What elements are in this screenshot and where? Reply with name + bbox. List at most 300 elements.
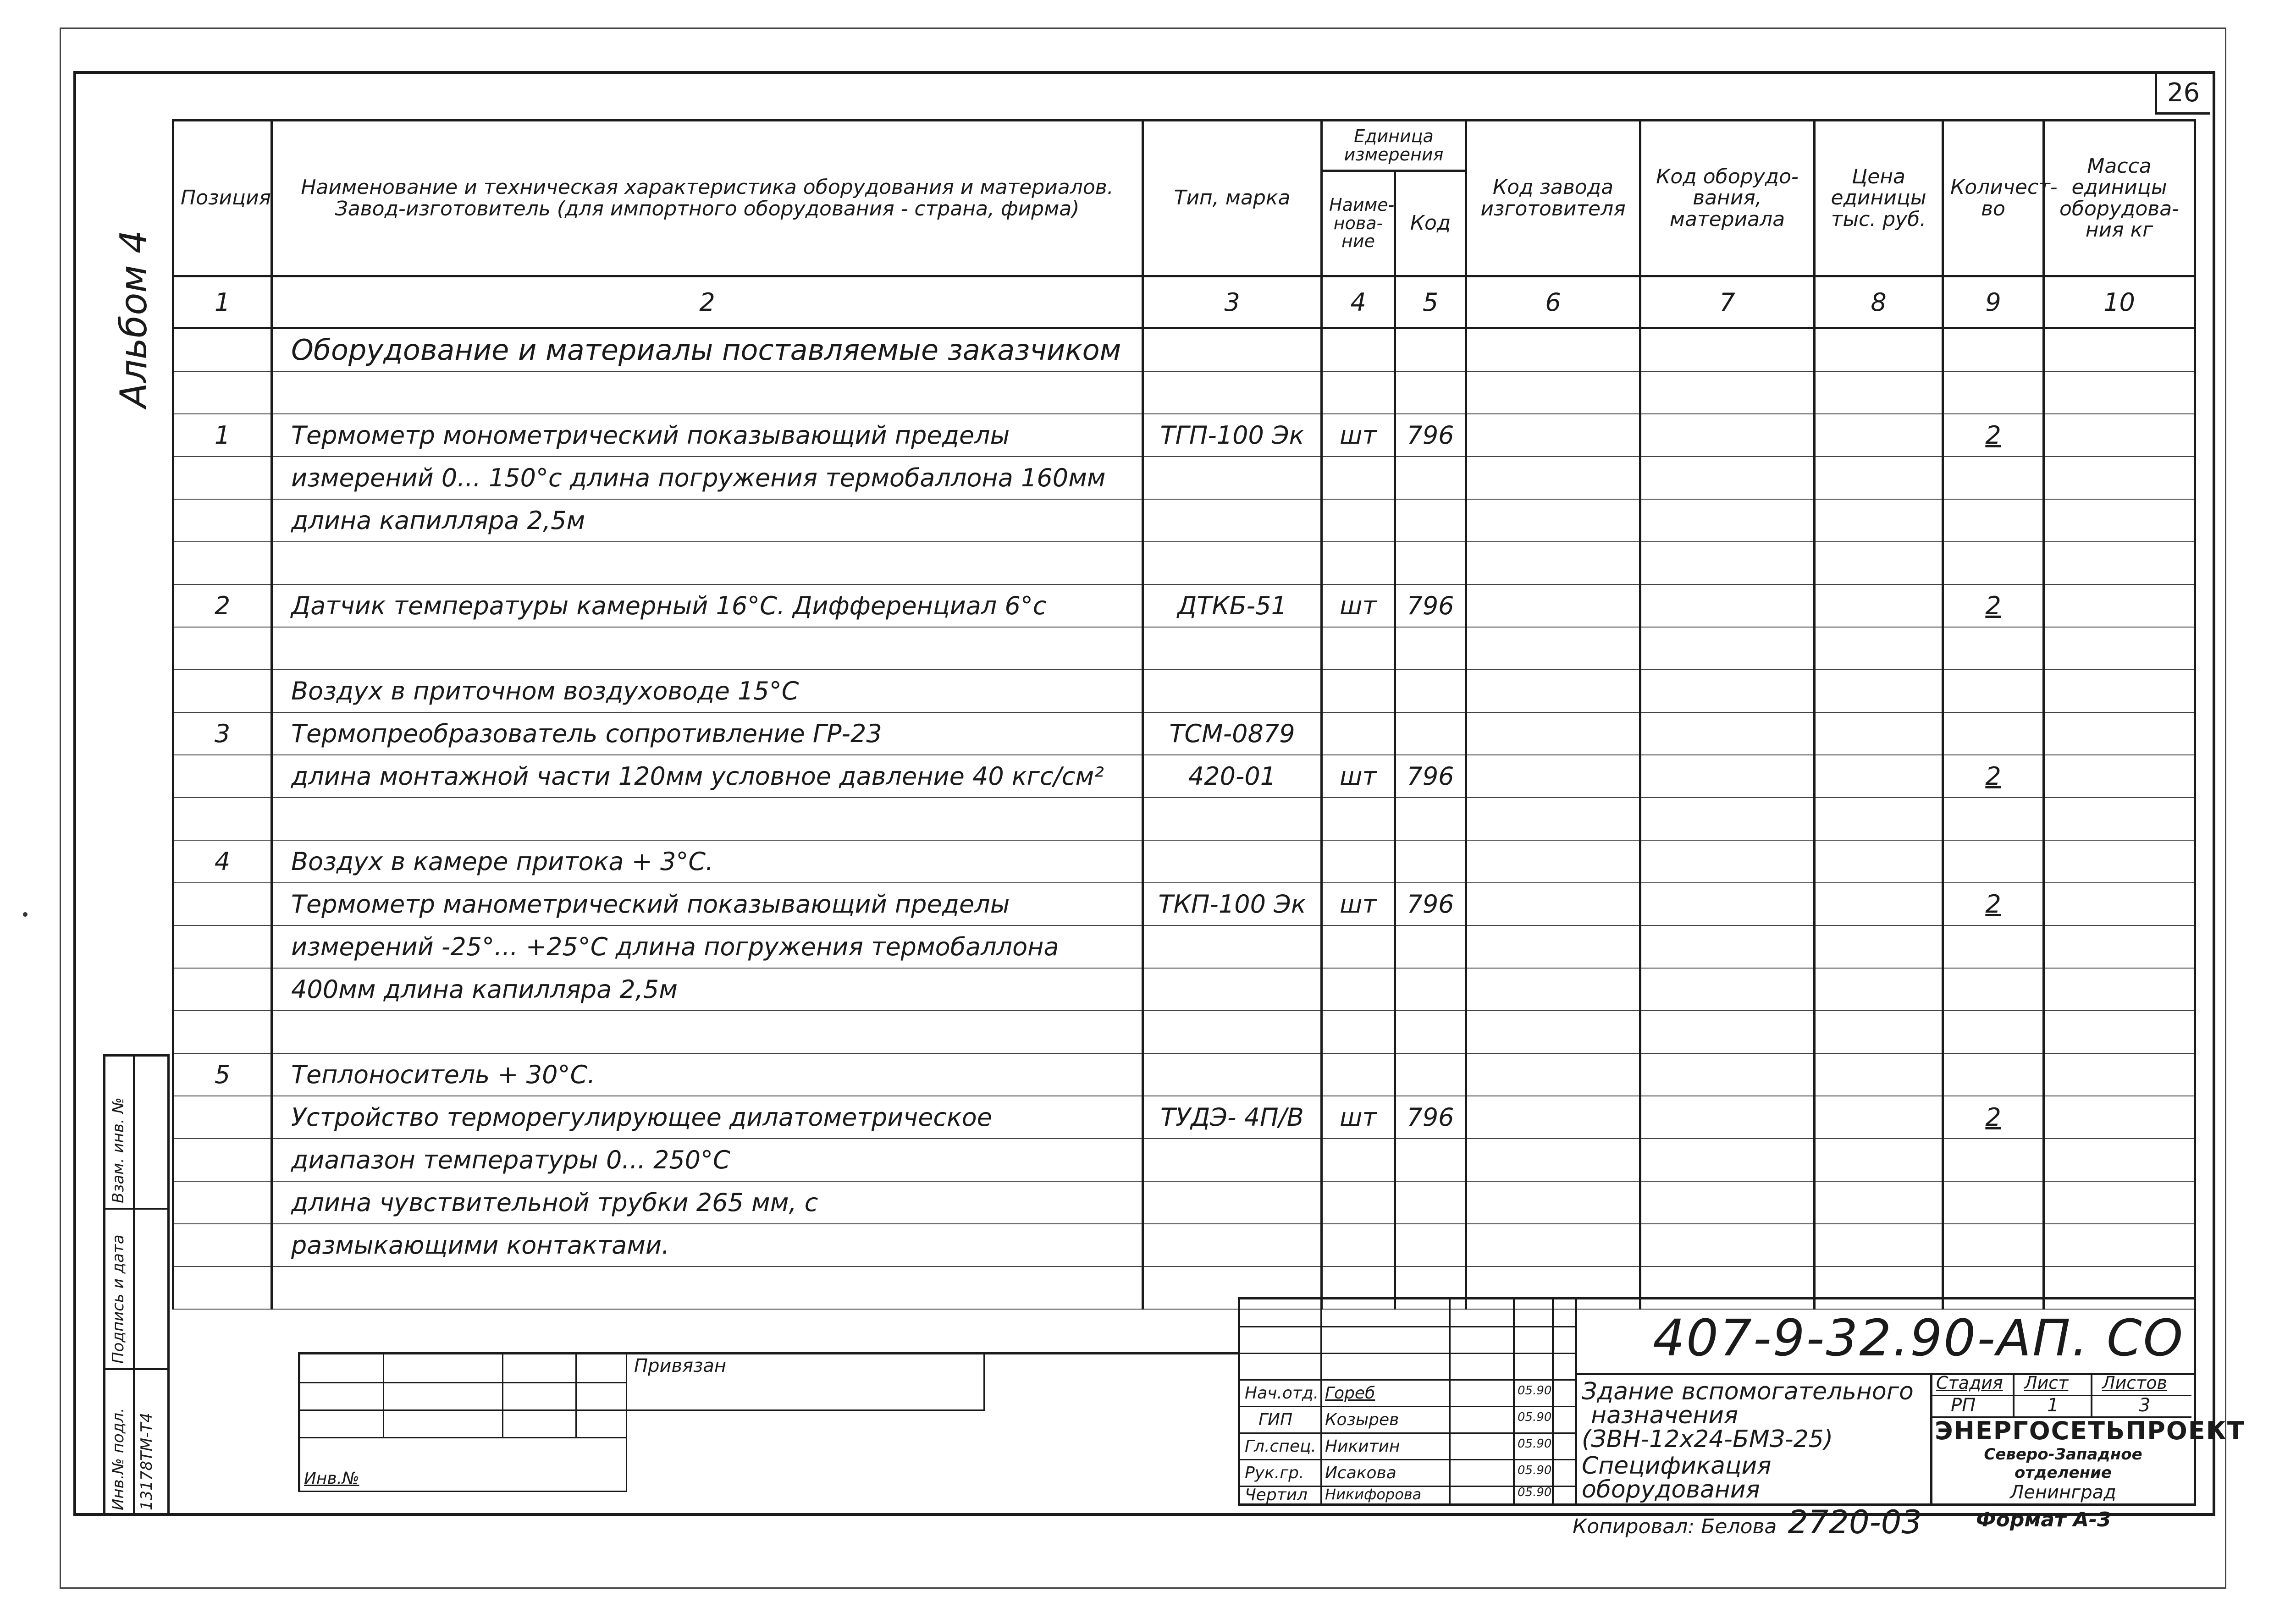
table-row bbox=[173, 414, 2195, 457]
binding-cell bbox=[575, 1354, 627, 1383]
row-mass bbox=[2044, 1011, 2195, 1053]
row-mass bbox=[2044, 840, 2195, 883]
signer-name: Гореб bbox=[1325, 1384, 1375, 1403]
row-equip-code bbox=[1640, 798, 1815, 840]
grid-divider bbox=[1513, 1299, 1515, 1503]
signer-role: Рук.гр. bbox=[1245, 1464, 1304, 1482]
header-type: Тип, марка bbox=[1143, 121, 1322, 276]
row-type bbox=[1143, 328, 1322, 372]
grid-divider bbox=[1575, 1299, 1577, 1503]
row-type bbox=[1143, 1053, 1322, 1096]
table-row bbox=[173, 755, 2195, 798]
header-qty: Количест-во bbox=[1943, 121, 2044, 276]
row-maker-code bbox=[1466, 499, 1640, 542]
row-qty: 2 bbox=[1943, 883, 2044, 925]
sheets-value: 3 bbox=[2139, 1395, 2151, 1416]
sheet-label: Лист bbox=[2024, 1373, 2069, 1393]
row-unit-code bbox=[1395, 798, 1466, 840]
row-position bbox=[173, 457, 272, 499]
binding-cell bbox=[383, 1409, 503, 1438]
signature-row bbox=[1240, 1326, 1575, 1354]
row-name bbox=[272, 627, 1143, 670]
stamp-inv-podl: Инв.№ подл. bbox=[109, 1408, 127, 1510]
row-position bbox=[173, 1181, 272, 1224]
row-maker-code bbox=[1466, 670, 1640, 712]
row-maker-code bbox=[1466, 712, 1640, 755]
row-mass bbox=[2044, 798, 2195, 840]
row-price bbox=[1815, 883, 1943, 925]
row-unit: шт bbox=[1322, 1096, 1395, 1139]
row-type bbox=[1143, 925, 1322, 968]
row-maker-code bbox=[1466, 925, 1640, 968]
org-branch: Северо-Западное отделение bbox=[1984, 1445, 2142, 1482]
header-unit-code: Код bbox=[1395, 171, 1466, 276]
stamp-divider bbox=[133, 1057, 135, 1515]
table-row bbox=[173, 328, 2195, 372]
building-line: назначения bbox=[1591, 1402, 1739, 1429]
signer-role: Чертил bbox=[1245, 1486, 1308, 1504]
row-position: 4 bbox=[173, 840, 272, 883]
table-row bbox=[173, 371, 2195, 414]
row-position bbox=[173, 371, 272, 414]
binding-cell bbox=[502, 1354, 577, 1383]
row-equip-code bbox=[1640, 457, 1815, 499]
row-position bbox=[173, 627, 272, 670]
row-unit bbox=[1322, 499, 1395, 542]
row-unit-code bbox=[1395, 499, 1466, 542]
table-row bbox=[173, 1224, 2195, 1266]
table-row bbox=[173, 1181, 2195, 1224]
row-position bbox=[173, 670, 272, 712]
org-city: Ленинград bbox=[2010, 1482, 2116, 1503]
stage-label: Стадия bbox=[1936, 1373, 2003, 1393]
row-price bbox=[1815, 840, 1943, 883]
row-maker-code bbox=[1466, 1053, 1640, 1096]
column-number: 3 bbox=[1143, 276, 1322, 328]
building-line: (ЗВН-12х24-БМЗ-25) bbox=[1582, 1426, 1833, 1453]
row-position bbox=[173, 1224, 272, 1266]
row-qty bbox=[1943, 1011, 2044, 1053]
signer-date: 05.90 bbox=[1518, 1410, 1552, 1424]
row-maker-code bbox=[1466, 968, 1640, 1011]
row-price bbox=[1815, 798, 1943, 840]
header-position: Позиция bbox=[173, 121, 272, 276]
row-maker-code bbox=[1466, 883, 1640, 925]
row-qty bbox=[1943, 542, 2044, 584]
signer-date: 05.90 bbox=[1518, 1486, 1552, 1499]
row-maker-code bbox=[1466, 542, 1640, 584]
row-position bbox=[173, 1096, 272, 1139]
row-maker-code bbox=[1466, 1011, 1640, 1053]
row-maker-code bbox=[1466, 1224, 1640, 1266]
row-name bbox=[272, 542, 1143, 584]
row-mass bbox=[2044, 968, 2195, 1011]
row-type bbox=[1143, 968, 1322, 1011]
header-maker-code: Код завода изготовителя bbox=[1466, 121, 1640, 276]
row-type bbox=[1143, 627, 1322, 670]
row-unit-code bbox=[1395, 1224, 1466, 1266]
row-qty bbox=[1943, 499, 2044, 542]
row-unit: шт bbox=[1322, 755, 1395, 798]
row-unit-code: 796 bbox=[1395, 1096, 1466, 1139]
row-name: Датчик температуры камерный 16°С. Дифференциал 6°с bbox=[272, 584, 1143, 627]
row-unit bbox=[1322, 371, 1395, 414]
signer-name: Никитин bbox=[1325, 1437, 1400, 1456]
row-mass bbox=[2044, 371, 2195, 414]
row-price bbox=[1815, 1139, 1943, 1181]
header-price: Цена единицы тыс. руб. bbox=[1815, 121, 1943, 276]
row-type bbox=[1143, 1181, 1322, 1224]
row-mass bbox=[2044, 328, 2195, 372]
row-mass bbox=[2044, 670, 2195, 712]
row-name: Термопреобразователь сопротивление ГР-23 bbox=[272, 712, 1143, 755]
row-type: ТКП-100 Эк bbox=[1143, 883, 1322, 925]
row-mass bbox=[2044, 627, 2195, 670]
row-unit-code: 796 bbox=[1395, 584, 1466, 627]
table-row bbox=[173, 840, 2195, 883]
row-mass bbox=[2044, 414, 2195, 457]
row-position bbox=[173, 925, 272, 968]
row-position: 5 bbox=[173, 1053, 272, 1096]
copied-by bbox=[1573, 1503, 1922, 1541]
row-name: Воздух в приточном воздуховоде 15°С bbox=[272, 670, 1143, 712]
row-maker-code bbox=[1466, 584, 1640, 627]
row-equip-code bbox=[1640, 584, 1815, 627]
row-position bbox=[173, 968, 272, 1011]
row-unit bbox=[1322, 798, 1395, 840]
binding-cell bbox=[502, 1409, 577, 1438]
row-mass bbox=[2044, 457, 2195, 499]
row-equip-code bbox=[1640, 712, 1815, 755]
row-maker-code bbox=[1466, 1139, 1640, 1181]
row-type: ТСМ-0879 bbox=[1143, 712, 1322, 755]
row-price bbox=[1815, 925, 1943, 968]
signature-row bbox=[1240, 1432, 1575, 1460]
row-mass bbox=[2044, 755, 2195, 798]
row-maker-code bbox=[1466, 328, 1640, 372]
binding-cell bbox=[383, 1382, 503, 1411]
row-unit-code bbox=[1395, 371, 1466, 414]
row-maker-code bbox=[1466, 414, 1640, 457]
row-name: диапазон температуры 0... 250°С bbox=[272, 1139, 1143, 1181]
signer-name: Козырев bbox=[1325, 1410, 1399, 1429]
table-row bbox=[173, 627, 2195, 670]
row-name bbox=[272, 798, 1143, 840]
row-price bbox=[1815, 670, 1943, 712]
row-unit-code bbox=[1395, 328, 1466, 372]
signer-date: 05.90 bbox=[1518, 1437, 1552, 1451]
row-position bbox=[173, 1011, 272, 1053]
row-unit-code bbox=[1395, 542, 1466, 584]
row-qty bbox=[1943, 328, 2044, 372]
row-name: длина чувствительной трубки 265 мм, с bbox=[272, 1181, 1143, 1224]
row-equip-code bbox=[1640, 627, 1815, 670]
row-unit bbox=[1322, 968, 1395, 1011]
binding-cell bbox=[575, 1382, 627, 1411]
row-equip-code bbox=[1640, 371, 1815, 414]
row-maker-code bbox=[1466, 1096, 1640, 1139]
paper-format: Формат А-3 bbox=[1976, 1508, 2111, 1531]
stage-divider bbox=[1932, 1395, 2191, 1396]
binding-cell bbox=[300, 1409, 384, 1438]
row-unit-code bbox=[1395, 1011, 1466, 1053]
row-type bbox=[1143, 798, 1322, 840]
row-maker-code bbox=[1466, 1181, 1640, 1224]
document-code: 407-9-32.90-АП. СО bbox=[1653, 1309, 2185, 1367]
binding-cell bbox=[383, 1354, 503, 1383]
row-maker-code bbox=[1466, 457, 1640, 499]
signature-row bbox=[1240, 1299, 1575, 1327]
table-row bbox=[173, 670, 2195, 712]
column-number: 4 bbox=[1322, 276, 1395, 328]
row-name: длина монтажной части 120мм условное давление 40 кгс/см² bbox=[272, 755, 1143, 798]
row-name bbox=[272, 1011, 1143, 1053]
signer-role: Нач.отд. bbox=[1245, 1384, 1319, 1403]
row-qty: 2 bbox=[1943, 1096, 2044, 1139]
row-mass bbox=[2044, 1053, 2195, 1096]
column-number: 7 bbox=[1640, 276, 1815, 328]
row-name: размыкающими контактами. bbox=[272, 1224, 1143, 1266]
specification-table bbox=[172, 119, 2196, 1310]
building-description bbox=[1582, 1380, 1930, 1502]
row-price bbox=[1815, 499, 1943, 542]
stamp-vzam-inv: Взам. инв. № bbox=[109, 1097, 127, 1203]
row-price bbox=[1815, 371, 1943, 414]
row-unit-code bbox=[1395, 968, 1466, 1011]
row-unit bbox=[1322, 840, 1395, 883]
row-mass bbox=[2044, 542, 2195, 584]
row-name: Устройство терморегулирующее дилатометрическое bbox=[272, 1096, 1143, 1139]
signature-row bbox=[1240, 1353, 1575, 1381]
row-qty bbox=[1943, 670, 2044, 712]
left-stamp bbox=[103, 1054, 170, 1515]
column-number: 6 bbox=[1466, 276, 1640, 328]
row-name bbox=[272, 371, 1143, 414]
row-unit bbox=[1322, 1011, 1395, 1053]
row-type bbox=[1143, 499, 1322, 542]
row-equip-code bbox=[1640, 1139, 1815, 1181]
row-price bbox=[1815, 1096, 1943, 1139]
row-unit: шт bbox=[1322, 414, 1395, 457]
signer-name: Исакова bbox=[1325, 1464, 1396, 1482]
row-qty bbox=[1943, 712, 2044, 755]
row-price bbox=[1815, 1224, 1943, 1266]
row-unit bbox=[1322, 1181, 1395, 1224]
column-number: 8 bbox=[1815, 276, 1943, 328]
row-unit-code bbox=[1395, 1181, 1466, 1224]
row-mass bbox=[2044, 1096, 2195, 1139]
row-mass bbox=[2044, 1224, 2195, 1266]
table-row bbox=[173, 798, 2195, 840]
table-row bbox=[173, 1053, 2195, 1096]
sheet-number: 26 bbox=[2155, 73, 2210, 115]
row-mass bbox=[2044, 499, 2195, 542]
binding-cell bbox=[300, 1354, 384, 1383]
stamp-sign-date: Подпись и дата bbox=[109, 1234, 127, 1364]
header-unit-name: Наиме-нова-ние bbox=[1322, 171, 1395, 276]
signer-role: Гл.спец. bbox=[1245, 1437, 1316, 1456]
row-qty bbox=[1943, 371, 2044, 414]
row-position bbox=[173, 798, 272, 840]
row-unit bbox=[1322, 1224, 1395, 1266]
row-name: измерений -25°... +25°С длина погружения термобаллона bbox=[272, 925, 1143, 968]
table-row bbox=[173, 457, 2195, 499]
row-type bbox=[1143, 670, 1322, 712]
row-name bbox=[272, 1266, 1143, 1309]
row-qty bbox=[1943, 798, 2044, 840]
row-type bbox=[1143, 371, 1322, 414]
table-row bbox=[173, 883, 2195, 925]
row-unit-code bbox=[1395, 925, 1466, 968]
row-type bbox=[1143, 1139, 1322, 1181]
row-position bbox=[173, 542, 272, 584]
org-name: ЭНЕРГОСЕТЬПРОЕКТ bbox=[1935, 1416, 2245, 1445]
row-qty: 2 bbox=[1943, 414, 2044, 457]
row-unit-code bbox=[1395, 840, 1466, 883]
header-unit-group: Единица измерения bbox=[1322, 121, 1466, 171]
row-equip-code bbox=[1640, 670, 1815, 712]
row-mass bbox=[2044, 883, 2195, 925]
column-number: 1 bbox=[173, 276, 272, 328]
row-unit bbox=[1322, 1053, 1395, 1096]
sheets-label: Листов bbox=[2102, 1373, 2167, 1393]
row-maker-code bbox=[1466, 840, 1640, 883]
row-price bbox=[1815, 457, 1943, 499]
row-position bbox=[173, 1139, 272, 1181]
copied-by-label: Копировал: Белова bbox=[1573, 1515, 1777, 1538]
row-price bbox=[1815, 712, 1943, 755]
row-unit-code bbox=[1395, 627, 1466, 670]
row-maker-code bbox=[1466, 371, 1640, 414]
binding-block bbox=[298, 1352, 1240, 1492]
building-line: Здание вспомогательного bbox=[1582, 1378, 1914, 1405]
row-maker-code bbox=[1466, 798, 1640, 840]
row-unit-code: 796 bbox=[1395, 755, 1466, 798]
row-name: измерений 0... 150°с длина погружения термобаллона 160мм bbox=[272, 457, 1143, 499]
row-unit-code bbox=[1395, 670, 1466, 712]
signature-row bbox=[1240, 1379, 1575, 1407]
stamp-divider bbox=[105, 1368, 167, 1370]
grid-divider bbox=[1552, 1299, 1554, 1503]
row-unit: шт bbox=[1322, 883, 1395, 925]
row-unit bbox=[1322, 328, 1395, 372]
grid-divider bbox=[1449, 1299, 1451, 1503]
row-price bbox=[1815, 968, 1943, 1011]
row-price bbox=[1815, 584, 1943, 627]
row-type bbox=[1143, 542, 1322, 584]
row-equip-code bbox=[1640, 840, 1815, 883]
signer-role: ГИП bbox=[1258, 1410, 1293, 1429]
row-unit bbox=[1322, 670, 1395, 712]
organization bbox=[1935, 1416, 2245, 1503]
row-mass bbox=[2044, 925, 2195, 968]
row-position bbox=[173, 1266, 272, 1309]
sheet-value: 1 bbox=[2047, 1395, 2059, 1416]
scan-speck bbox=[23, 912, 28, 917]
row-equip-code bbox=[1640, 414, 1815, 457]
row-price bbox=[1815, 1181, 1943, 1224]
stamp-inv-value: 13178ТМ-Т4 bbox=[138, 1413, 156, 1510]
row-type bbox=[1143, 1011, 1322, 1053]
row-qty bbox=[1943, 457, 2044, 499]
row-qty bbox=[1943, 925, 2044, 968]
row-price bbox=[1815, 328, 1943, 372]
signer-date: 05.90 bbox=[1518, 1464, 1552, 1477]
stamp-divider bbox=[105, 1208, 167, 1210]
row-position: 2 bbox=[173, 584, 272, 627]
row-unit bbox=[1322, 542, 1395, 584]
row-unit-code bbox=[1395, 1139, 1466, 1181]
copied-number: 2720-03 bbox=[1788, 1503, 1922, 1541]
row-qty bbox=[1943, 968, 2044, 1011]
row-unit bbox=[1322, 457, 1395, 499]
table-row bbox=[173, 499, 2195, 542]
column-number: 10 bbox=[2044, 276, 2195, 328]
column-number: 9 bbox=[1943, 276, 2044, 328]
column-number: 2 bbox=[272, 276, 1143, 328]
row-type: ТГП-100 Эк bbox=[1143, 414, 1322, 457]
row-unit bbox=[1322, 925, 1395, 968]
column-number: 5 bbox=[1395, 276, 1466, 328]
row-unit-code: 796 bbox=[1395, 414, 1466, 457]
row-qty bbox=[1943, 1224, 2044, 1266]
row-name: Воздух в камере притока + 3°С. bbox=[272, 840, 1143, 883]
row-equip-code bbox=[1640, 883, 1815, 925]
row-unit bbox=[1322, 712, 1395, 755]
table-row bbox=[173, 968, 2195, 1011]
row-type: ТУДЭ- 4П/В bbox=[1143, 1096, 1322, 1139]
row-maker-code bbox=[1466, 627, 1640, 670]
album-label: Альбом 4 bbox=[112, 230, 155, 408]
row-qty: 2 bbox=[1943, 584, 2044, 627]
signer-date: 05.90 bbox=[1518, 1384, 1552, 1398]
row-mass bbox=[2044, 712, 2195, 755]
header-mass: Масса единицы оборудова-ния кг bbox=[2044, 121, 2195, 276]
row-price bbox=[1815, 755, 1943, 798]
table-row bbox=[173, 925, 2195, 968]
row-qty bbox=[1943, 1139, 2044, 1181]
row-type bbox=[1143, 840, 1322, 883]
row-type bbox=[1143, 1224, 1322, 1266]
table-row bbox=[173, 542, 2195, 584]
row-equip-code bbox=[1640, 1053, 1815, 1096]
row-qty bbox=[1943, 1053, 2044, 1096]
row-position bbox=[173, 755, 272, 798]
row-unit-code bbox=[1395, 1053, 1466, 1096]
row-qty: 2 bbox=[1943, 755, 2044, 798]
row-mass bbox=[2044, 584, 2195, 627]
row-mass bbox=[2044, 1181, 2195, 1224]
row-unit-code bbox=[1395, 457, 1466, 499]
row-mass bbox=[2044, 1139, 2195, 1181]
row-type: ДТКБ-51 bbox=[1143, 584, 1322, 627]
table-row bbox=[173, 1139, 2195, 1181]
row-equip-code bbox=[1640, 1181, 1815, 1224]
signature-grid bbox=[1240, 1299, 1575, 1503]
row-equip-code bbox=[1640, 925, 1815, 968]
binding-cell bbox=[300, 1382, 384, 1411]
grid-divider bbox=[1320, 1299, 1322, 1503]
binding-cell bbox=[502, 1382, 577, 1411]
row-unit bbox=[1322, 627, 1395, 670]
row-position: 3 bbox=[173, 712, 272, 755]
row-price bbox=[1815, 542, 1943, 584]
signer-name: Никифорова bbox=[1325, 1486, 1422, 1503]
row-position bbox=[173, 499, 272, 542]
row-maker-code bbox=[1466, 755, 1640, 798]
signature-row bbox=[1240, 1481, 1575, 1508]
row-equip-code bbox=[1640, 1224, 1815, 1266]
